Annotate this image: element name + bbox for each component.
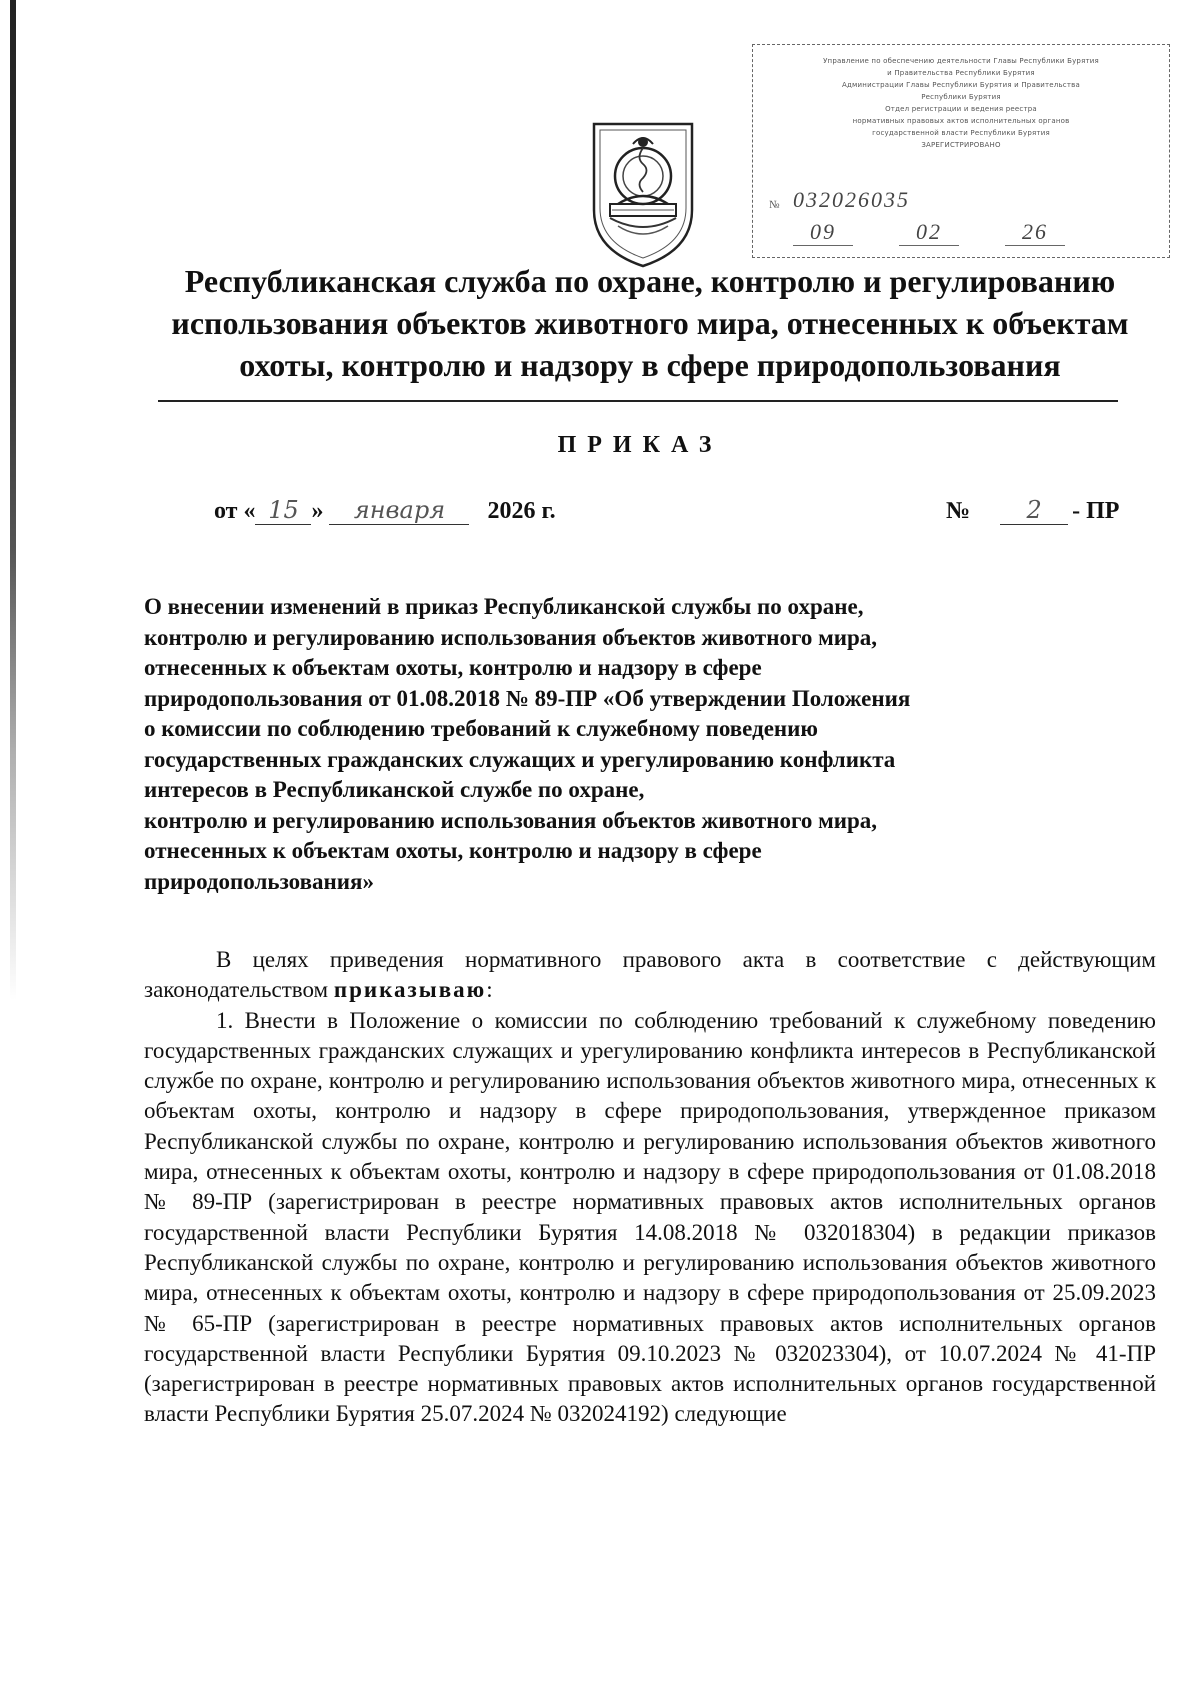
stamp-date-month: 02	[899, 219, 959, 246]
coat-of-arms-emblem	[588, 118, 698, 270]
order-date	[214, 496, 556, 525]
date-year: 2026 г.	[487, 498, 556, 524]
scan-edge-shadow	[10, 0, 16, 1000]
organization-title-line: использования объектов животного мира, отнесенных к объектам	[171, 305, 1129, 341]
subject-line: контролю и регулированию использования объектов животного мира,	[144, 624, 878, 650]
registration-stamp	[752, 44, 1170, 258]
stamp-line: Республики Бурятия	[921, 93, 1001, 101]
handwritten-number: 2	[1000, 496, 1068, 525]
date-mid: »	[311, 498, 324, 524]
document-type-heading: ПРИКАЗ	[557, 432, 723, 458]
organization-title-line: охоты, контролю и надзору в сфере природопользования	[239, 347, 1061, 383]
header-divider	[158, 400, 1118, 402]
subject-line: интересов в Республиканской службе по охране,	[144, 777, 645, 802]
subject-line: отнесенных к объектам охоты, контролю и надзору в сфере	[144, 655, 762, 680]
subject-line: государственных гражданских служащих и урегулированию конфликта	[144, 746, 896, 772]
handwritten-day: 15	[255, 496, 311, 525]
stamp-line: Отдел регистрации и ведения реестра	[885, 105, 1037, 113]
stamp-line: и Правительства Республики Бурятия	[887, 69, 1035, 77]
stamp-date-day: 09	[793, 219, 853, 246]
handwritten-month: января	[329, 496, 469, 525]
number-suffix: - ПР	[1072, 498, 1120, 524]
order-body	[144, 945, 1156, 1430]
stamp-date-year: 26	[1005, 219, 1065, 246]
preamble-colon: :	[486, 977, 493, 1003]
stamp-registration-date	[793, 219, 1133, 246]
subject-line: отнесенных к объектам охоты, контролю и надзору в сфере	[144, 838, 762, 863]
stamp-line: Администрации Главы Республики Бурятия и Правительства	[842, 81, 1080, 89]
organization-title-line: Республиканская служба по охране, контролю и регулированию	[184, 263, 1116, 299]
subject-line: природопользования»	[144, 868, 374, 894]
stamp-line: государственной власти Республики Бурятия	[872, 129, 1050, 137]
stamp-line: нормативных правовых актов исполнительных органов	[852, 117, 1070, 125]
preamble-text: В целях приведения нормативного правового акта в соответствие с действующим законодательством	[144, 947, 1156, 1003]
organization-title	[150, 260, 1150, 386]
subject-line: природопользования от 01.08.2018 № 89-ПР «Об утверждении Положения	[144, 685, 911, 711]
subject-line: о комиссии по соблюдению требований к служебному поведению	[144, 716, 819, 741]
order-number	[946, 496, 1119, 525]
subject-line: О внесении изменений в приказ Республиканской службы по охране,	[144, 594, 864, 619]
order-subject	[144, 592, 1084, 897]
stamp-text-block	[811, 55, 1111, 151]
preamble-command: приказываю	[333, 977, 487, 1003]
stamp-line: ЗАРЕГИСТРИРОВАНО	[921, 141, 1001, 149]
stamp-reg-label: №	[769, 199, 780, 211]
item-1-paragraph: 1. Внести в Положение о комиссии по соблюдению требований к служебному поведению государственных гражданских служащих и урегулированию конфликта интересов в Республиканской службе по охране, контролю и регулированию использования объектов животного мира, отнесенных к объектам охоты, контролю и надзору в сфере природопользования, утвержденное приказом Республиканской службы по охране, контролю и регулированию использования объектов животного мира, отнесенных к объектам охоты, контролю и надзору в сфере природопользования от 01.08.2018 № 89-ПР (зарегистрирован в реестре нормативных правовых актов исполнительных органов государственной власти Республики Бурятия 14.08.2018 № 032018304) в редакции приказов Республиканской службы по охране, контролю и регулированию использования объектов животного мира, отнесенных к объектам охоты, контролю и надзору в сфере природопользования от 25.09.2023 № 65-ПР (зарегистрирован в реестре нормативных правовых актов исполнительных органов государственной власти Республики Бурятия 09.10.2023 № 032023304), от 10.07.2024 № 41-ПР (зарегистрирован в реестре нормативных правовых актов исполнительных органов государственной власти Республики Бурятия 25.07.2024 № 032024192) следующие	[144, 1007, 1156, 1427]
number-prefix: №	[946, 498, 971, 524]
stamp-registration-number: 032026035	[793, 187, 910, 212]
preamble-paragraph	[144, 945, 1156, 1006]
date-prefix: от «	[214, 498, 256, 524]
stamp-line: Управление по обеспечению деятельности Главы Республики Бурятия	[823, 57, 1099, 65]
subject-line: контролю и регулированию использования объектов животного мира,	[144, 807, 878, 833]
